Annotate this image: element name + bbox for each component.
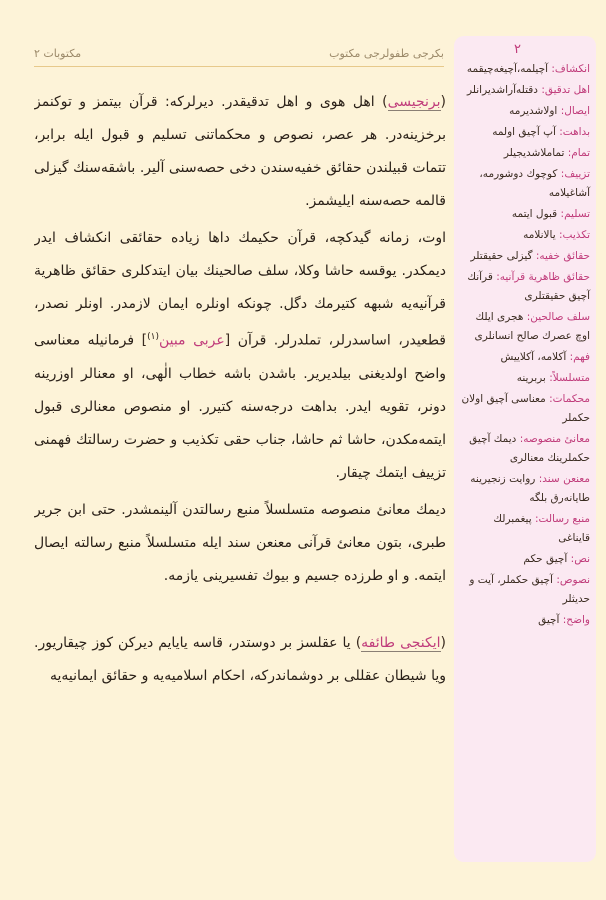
glossary-definition: قبول ايتمه [511, 208, 558, 220]
glossary-item [460, 430, 590, 468]
glossary-definition: روايت زنجيرينه طايانه‌رق بلگه [470, 473, 590, 504]
glossary-item [460, 102, 590, 121]
paragraph-text: يا عقلسز بر دوستدر، قاسه يايايم ديركن كوز چيقاريور. ويا شيطان عقللى بر دوشماندركه، احكام اسلاميه‌يه و حقائق ايمانيه‌يه [34, 634, 446, 684]
paragraph-4 [34, 627, 446, 693]
highlight-term: ايكنجى طائفه [361, 634, 441, 651]
glossary-term: منبع رسالت: [534, 513, 590, 525]
main-text [34, 86, 446, 886]
glossary-item [460, 550, 590, 569]
paren-close: ) [355, 634, 362, 651]
glossary-definition: تماملاشديجيلر [503, 147, 565, 159]
glossary-definition: يالانلامه [523, 229, 556, 241]
glossary-definition: كوچوك دوشورمه، آشاغيلامه [479, 168, 590, 199]
glossary-item [460, 60, 590, 79]
glossary-item [460, 390, 590, 428]
glossary-term: انكشاف: [551, 63, 590, 75]
glossary-definition: هجرى ايلك اوچ عصرك صالح انسانلرى [474, 311, 590, 342]
glossary-term: اهل تدقيق: [541, 84, 590, 96]
glossary-item [460, 510, 590, 548]
header-section: مكتوبات ٢ [34, 46, 82, 60]
quote-open: [ [224, 332, 231, 349]
page-number: ٢ [514, 42, 521, 57]
page-header [34, 40, 444, 67]
glossary-term: فهم: [569, 351, 590, 363]
glossary-item [460, 123, 590, 142]
glossary-term: نصوص: [556, 574, 590, 586]
glossary-term: تمام: [567, 147, 590, 159]
paren-open: ( [440, 634, 446, 651]
glossary-item [460, 348, 590, 367]
paragraph-text: اوت، زمانه گيدكچه، قرآن حكيمك داها زياده حقائقى انكشاف ايدر ديمكدر. يوقسه حاشا وكلا، سلف صالحينك بيان ايتدكلرى حقائق ظاهرية قرآنيه‌يه شبهه كتيرمك دگل. چونكه اونلره ايمان لازمدر. اونلر نصدر، قطعيدر، اساسدرلر، تملدرلر. قرآن [34, 230, 446, 349]
glossary-definition: آچيق حكم [523, 553, 568, 565]
glossary-definition: اولاشديرمه [509, 105, 558, 117]
glossary-item [460, 205, 590, 224]
paragraph-1 [34, 86, 446, 218]
spacer [34, 597, 446, 627]
paragraph-3 [34, 494, 446, 593]
paragraph-2 [34, 222, 446, 490]
quran-quote: عربى مبين [158, 332, 225, 349]
glossary-term: حقائق خفيه: [535, 250, 590, 262]
glossary-definition: پيغمبرلك قايناغى [493, 513, 590, 544]
glossary-panel [454, 36, 596, 862]
glossary-item [460, 369, 590, 388]
glossary-term: محكمات: [549, 393, 590, 405]
glossary-definition: آچيق [538, 614, 560, 626]
footnote-marker: (١) [147, 332, 159, 342]
glossary-definition: دقتله‌آراشديرانلر [466, 84, 538, 96]
glossary-definition: آپ آچيق اولمه [492, 126, 556, 138]
glossary-item [460, 144, 590, 163]
glossary-term: معنعن سند: [538, 473, 590, 485]
glossary-term: حقائق ظاهرية قرآنيه: [496, 271, 590, 283]
glossary-term: تزييف: [560, 168, 590, 180]
paragraph-text: ديمك معانئ منصوصه متسلسلاً منبع رسالتدن آلينمشدر. حتى ابن جرير طبرى، بتون معانئ قرآنى معنعن سند ايله متسلسلاً منبع رسالته ايصال ايتمه. و او طرزده جسيم و بيوك تفسيرينى يازمه. [34, 501, 446, 584]
glossary-term: سلف صالحين: [526, 311, 590, 323]
glossary-term: معانئ منصوصه: [519, 433, 590, 445]
glossary-term: ايصال: [560, 105, 590, 117]
glossary-item [460, 308, 590, 346]
glossary-definition: معناسى آچيق اولان حكملر [461, 393, 590, 424]
paragraph-text: اهل هوى و اهل تدقيقدر. ديرلركه: قرآن بيتمز و توكنمز برخزينه‌در. هر عصر، نصوص و محكماتنى تسليم و قبول ايله برابر، تتمات قبيلندن حقائق خفيه‌سندن دخى حصه‌سنى آلير. باشقه‌سنك گيزلى قالمه حصه‌سنه ايليشمز. [34, 94, 446, 209]
glossary-item [460, 247, 590, 266]
glossary-term: تكذيب: [558, 229, 590, 241]
glossary-list [460, 60, 590, 630]
glossary-item [460, 470, 590, 508]
glossary-term: متسلسلاً: [549, 372, 590, 384]
glossary-definition: گيزلى حقيقتلر [470, 250, 533, 262]
glossary-item [460, 226, 590, 245]
glossary-term: نص: [570, 553, 590, 565]
glossary-definition: قرآنك آچيق حقيقتلرى [467, 271, 590, 302]
glossary-definition: آچيق حكملر، آيت و حديثلر [469, 574, 590, 605]
glossary-definition: بربرينه [516, 372, 546, 384]
paren-open: ( [440, 94, 446, 110]
highlight-term: برنجيسى [387, 94, 441, 110]
glossary-item [460, 571, 590, 609]
glossary-item [460, 611, 590, 630]
glossary-item [460, 268, 590, 306]
paragraph-text-cont: فرمانيله معناسى واضح اولديغنى بيلديرير. باشدن باشه خطاب الٰهى، او معنالر اوزرينه دونر، تقويه ايدر. بداهت درجه‌سنه كتيرر. او منصوص معنالرى قبول ايتمه‌مكدن، حاشا ثم حاشا، جناب حقى تكذيب و حضرت رسالتك فهمنى تزييف ايتمك چيقار. [34, 332, 446, 481]
glossary-term: واضح: [562, 614, 590, 626]
glossary-term: تسليم: [560, 208, 590, 220]
header-title: بكرجى طفولرجى مكتوب [329, 46, 444, 60]
glossary-definition: آچيلمه،آچيغه‌چيقمه [466, 63, 549, 75]
glossary-definition: ديمك آچيق حكملرينك معنالرى [469, 433, 590, 464]
glossary-item [460, 81, 590, 100]
paren-close: ) [382, 94, 388, 110]
quote-close: ] [141, 332, 148, 349]
glossary-definition: آكلامه، آكلاييش [500, 351, 567, 363]
glossary-item [460, 165, 590, 203]
glossary-term: بداهت: [559, 126, 590, 138]
